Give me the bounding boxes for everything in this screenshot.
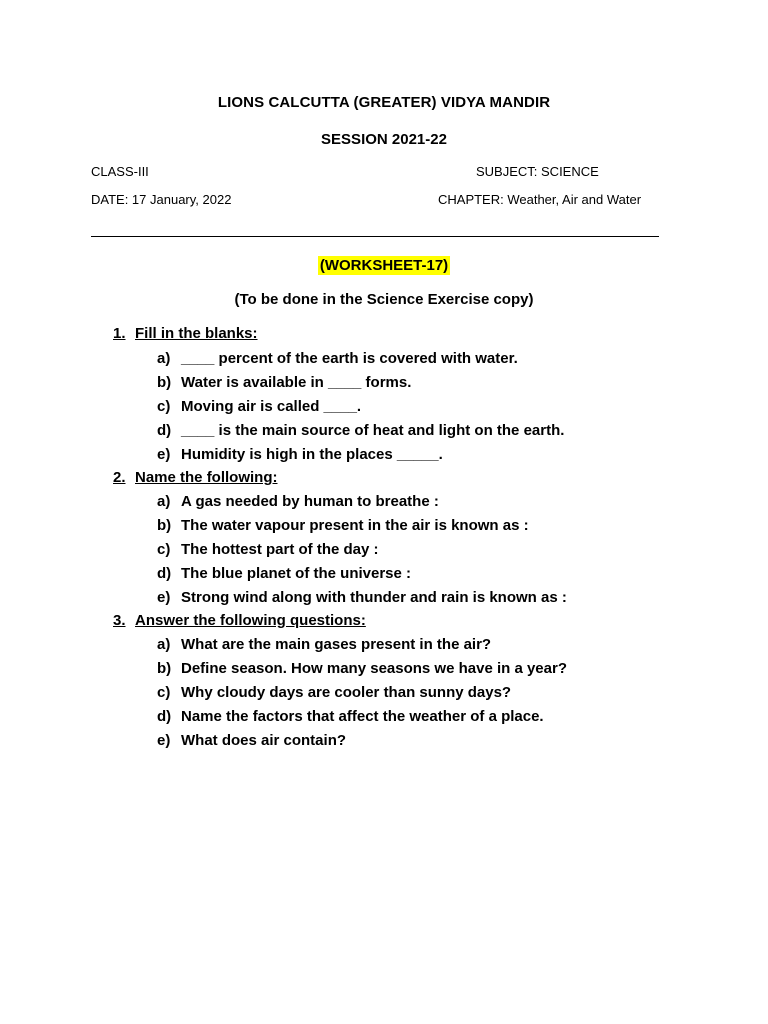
question-item (157, 732, 346, 749)
question-text: Why cloudy days are cooler than sunny days? (181, 684, 512, 701)
section-heading (113, 612, 366, 629)
question-letter: c) (157, 541, 171, 558)
chapter-label: CHAPTER: Weather, Air and Water (438, 192, 642, 207)
question-item (157, 541, 379, 558)
question-letter: b) (157, 517, 172, 534)
question-text: Moving air is called ____. (181, 398, 362, 415)
question-text: A gas needed by human to breathe : (181, 493, 439, 510)
question-text: ____ percent of the earth is covered with water. (181, 350, 518, 367)
question-letter: b) (157, 660, 172, 677)
question-item (157, 517, 529, 534)
question-item (157, 565, 411, 582)
section-title: Fill in the blanks: (135, 325, 258, 342)
question-text: Water is available in ____ forms. (181, 374, 412, 391)
question-text: Name the factors that affect the weather of a place. (181, 708, 544, 725)
instruction-text: (To be done in the Science Exercise copy) (234, 291, 534, 308)
question-text: Humidity is high in the places _____. (181, 446, 443, 463)
question-item (157, 374, 411, 391)
section-heading (113, 469, 278, 486)
question-item (157, 684, 511, 701)
section-number: 2. (113, 469, 126, 486)
question-item (157, 422, 564, 439)
question-letter: e) (157, 732, 171, 749)
school-name: LIONS CALCUTTA (GREATER) VIDYA MANDIR (217, 94, 551, 111)
class-label: CLASS-III (91, 164, 149, 179)
section-number: 3. (113, 612, 126, 629)
header-divider (91, 236, 659, 237)
question-text: What does air contain? (181, 732, 347, 749)
session-label: SESSION 2021-22 (321, 131, 447, 148)
date-label: DATE: 17 January, 2022 (91, 192, 232, 207)
section-title: Name the following: (135, 469, 278, 486)
worksheet-title: (WORKSHEET-17) (319, 257, 449, 274)
question-item (157, 589, 567, 606)
question-text: The hottest part of the day : (181, 541, 379, 558)
question-letter: d) (157, 708, 172, 725)
question-letter: a) (157, 493, 171, 510)
question-item (157, 398, 361, 415)
question-letter: d) (157, 422, 172, 439)
question-letter: e) (157, 446, 171, 463)
question-text: Define season. How many seasons we have in a year? (181, 660, 567, 677)
question-text: The water vapour present in the air is known as : (181, 517, 529, 534)
question-item (157, 493, 439, 510)
question-letter: b) (157, 374, 172, 391)
question-item (157, 350, 518, 367)
subject-label: SUBJECT: SCIENCE (476, 164, 599, 179)
question-letter: a) (157, 350, 171, 367)
question-text: The blue planet of the universe : (181, 565, 412, 582)
question-letter: e) (157, 589, 171, 606)
question-letter: c) (157, 684, 171, 701)
question-text: What are the main gases present in the air? (181, 636, 492, 653)
question-text: ____ is the main source of heat and light on the earth. (181, 422, 565, 439)
section-title: Answer the following questions: (135, 612, 366, 629)
question-letter: a) (157, 636, 171, 653)
section-number: 1. (113, 325, 126, 342)
section-heading (113, 325, 258, 342)
question-item (157, 446, 443, 463)
question-letter: d) (157, 565, 172, 582)
question-text: Strong wind along with thunder and rain is known as : (181, 589, 567, 606)
question-item (157, 660, 567, 677)
question-item (157, 708, 544, 725)
question-item (157, 636, 491, 653)
question-letter: c) (157, 398, 171, 415)
